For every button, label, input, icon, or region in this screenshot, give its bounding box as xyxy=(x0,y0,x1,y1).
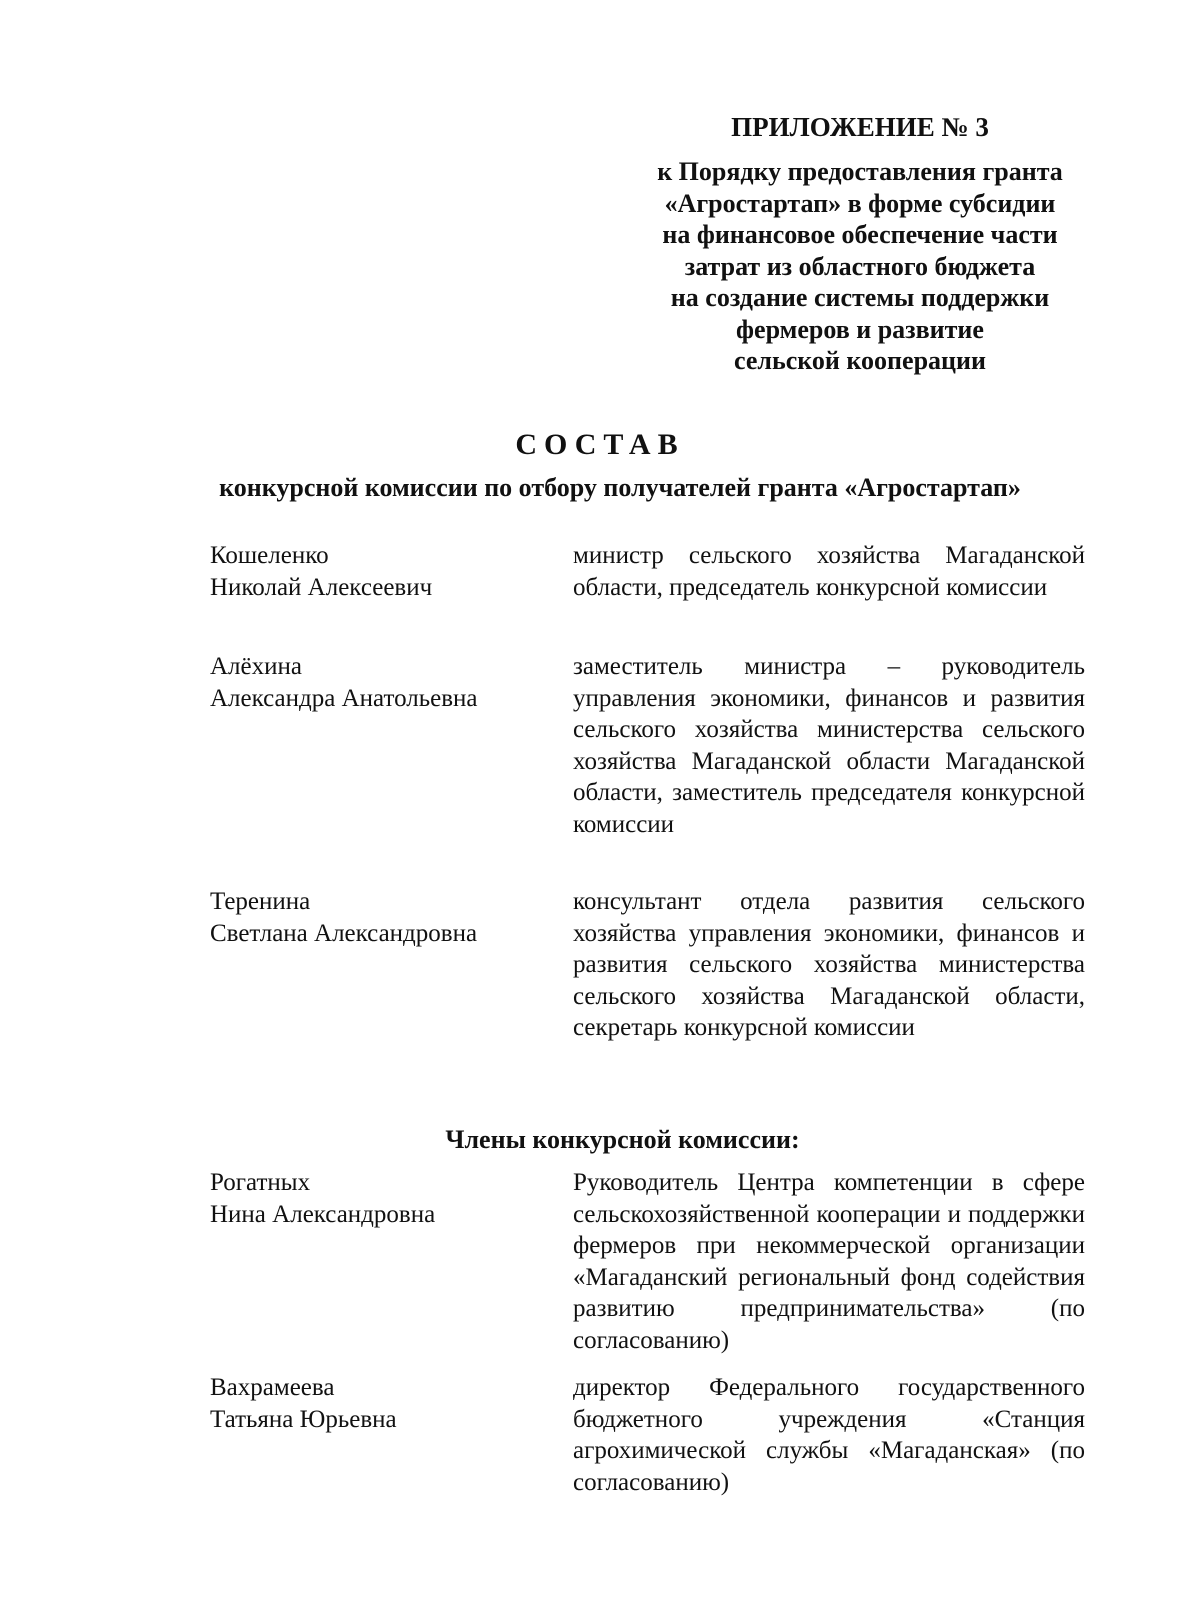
member-role: Руководитель Центра компетенции в сфере сельскохозяйственной кооперации и поддержки фермеров при некоммерческой организации «Магаданский региональный фонд содействия развитию предпринимательства» (по согласованию) xyxy=(573,1169,1085,1354)
appendix-line: фермеров и развитие xyxy=(736,314,984,344)
member-name xyxy=(210,886,540,949)
member-role: министр сельского хозяйства Магаданской области, председатель конкурсной комиссии xyxy=(573,542,1085,601)
member-surname: Кошеленко xyxy=(210,542,329,569)
appendix-line: затрат из областного бюджета xyxy=(684,251,1036,281)
members-heading: Члены конкурсной комиссии: xyxy=(445,1125,800,1154)
document-title: СОСТАВ xyxy=(515,428,685,461)
document-subtitle: конкурсной комиссии по отбору получателей гранта «Агростартап» xyxy=(219,473,1021,502)
appendix-line: к Порядку предоставления гранта xyxy=(657,157,1063,186)
member-given-name: Нина Александровна xyxy=(210,1200,436,1228)
appendix-line: «Агростартап» в форме субсидии xyxy=(664,188,1056,218)
member-name xyxy=(210,1372,540,1435)
appendix-header xyxy=(600,110,1120,377)
member-role: заместитель министра – руководитель управления экономики, финансов и развития сельского хозяйства министерства сельского хозяйства Магаданской области Магаданской области, заместитель председателя конкурсной комиссии xyxy=(573,653,1085,838)
member-role: консультант отдела развития сельского хозяйства управления экономики, финансов и развития сельского хозяйства министерства сельского хозяйства Магаданской области, секретарь конкурсной комиссии xyxy=(573,888,1085,1041)
member-given-name: Николай Алексеевич xyxy=(210,573,433,601)
member-surname: Теренина xyxy=(210,888,311,915)
appendix-number: ПРИЛОЖЕНИЕ № 3 xyxy=(731,112,989,142)
member-name xyxy=(210,1167,540,1230)
member-given-name: Татьяна Юрьевна xyxy=(210,1405,397,1433)
member-surname: Вахрамеева xyxy=(210,1374,335,1401)
appendix-line: на финансовое обеспечение части xyxy=(662,220,1058,249)
member-given-name: Светлана Александровна xyxy=(210,919,478,947)
member-surname: Алёхина xyxy=(210,653,302,680)
member-given-name: Александра Анатольевна xyxy=(210,684,478,712)
appendix-line: на создание системы поддержки xyxy=(670,283,1050,312)
member-name xyxy=(210,540,540,603)
appendix-line: сельской кооперации xyxy=(734,346,986,375)
member-name xyxy=(210,651,540,714)
member-surname: Рогатных xyxy=(210,1169,311,1196)
member-role: директор Федерального государственного бюджетного учреждения «Станция агрохимической службы «Магаданская» (по согласованию) xyxy=(573,1374,1085,1496)
